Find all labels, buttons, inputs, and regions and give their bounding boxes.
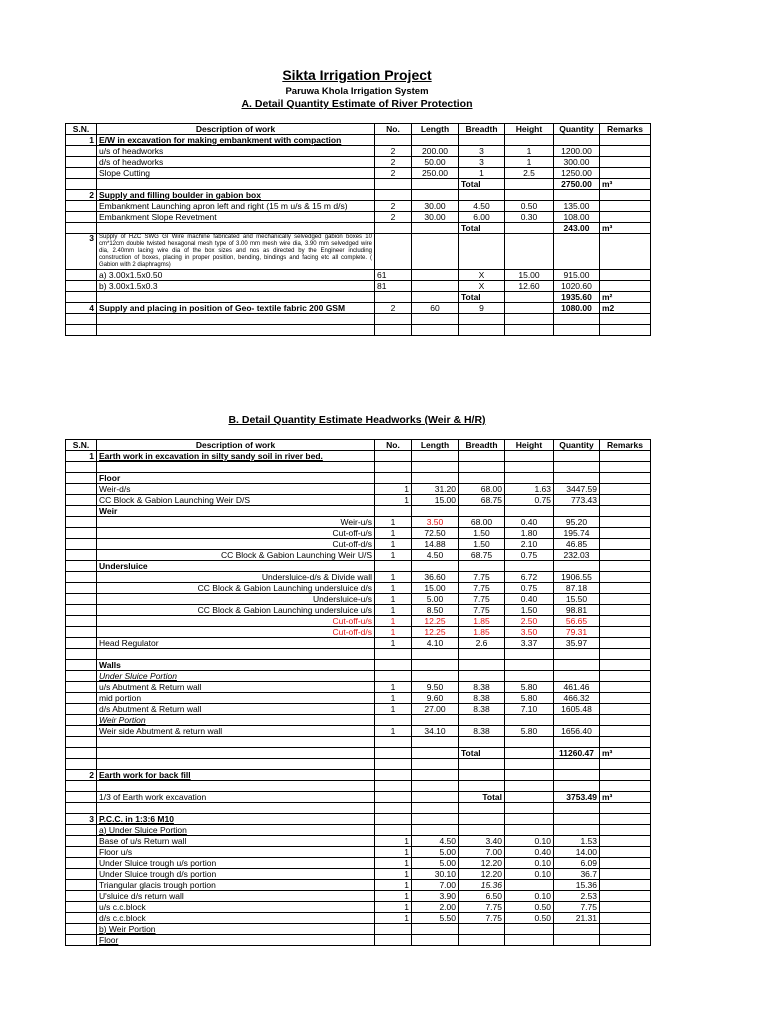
table-row: Cut-off-u/s 1 72.50 1.50 1.80 195.74 (66, 528, 651, 539)
table-row: Floor (66, 935, 651, 946)
table-row (66, 314, 651, 325)
table-row: Weir side Abutment & return wall 1 34.10 8.38 5.80 1656.40 (66, 726, 651, 737)
table-row: Weir-u/s 1 3.50 68.00 0.40 95.20 (66, 517, 651, 528)
table-row: Cut-off-d/s 1 14.88 1.50 2.10 46.85 (66, 539, 651, 550)
table-row: Weir-d/s 1 31.20 68.00 1.63 3447.59 (66, 484, 651, 495)
table-row: 2 Earth work for back fill (66, 770, 651, 781)
table-row: Walls (66, 660, 651, 671)
table-row: b) 3.00x1.5x0.3 81 X 12.60 1020.60 (66, 281, 651, 292)
table-row: Weir (66, 506, 651, 517)
table-row: Under Sluice trough u/s portion 1 5.00 12.20 0.10 6.09 (66, 858, 651, 869)
header-row: S.N. Description of work No. Length Breadth Height Quantity Remarks (66, 124, 651, 135)
table-row: d/s Abutment & Return wall 1 27.00 8.38 7.10 1605.48 (66, 704, 651, 715)
header-row: S.N. Description of work No. Length Breadth Height Quantity Remarks (66, 440, 651, 451)
table-row: Weir Portion (66, 715, 651, 726)
total-row: Total 243.00 m³ (66, 223, 651, 234)
table-row: U'sluice d/s return wall 1 3.90 6.50 0.10 2.53 (66, 891, 651, 902)
table-row: 3 Supply of HZC SWG GI Wire machine fabricated and mechanically selvedged gabion boxes 10 cm*12cm double twisted hexagonal mesh type of 3.00 mm mesh wire dia, 3.90 mm selvedged wire dia, 2.40mm lacing wire dia of the box sizes and nos as directed by the Engineer including construction of boxes, placing in proper position, bending, bindings and facing etc all complete. ( Gabion with 2 diaphragms) (66, 234, 651, 270)
table-row: Cut-off-u/s 1 12.25 1.85 2.50 56.65 (66, 616, 651, 627)
table-row: Undersluice (66, 561, 651, 572)
table-row: Undersluice-u/s 1 5.00 7.75 0.40 15.50 (66, 594, 651, 605)
section-b-title: B. Detail Quantity Estimate Headworks (Weir & H/R) (228, 414, 486, 426)
headworks-table (65, 439, 651, 946)
table-row: Slope Cutting 2 250.00 1 2.5 1250.00 (66, 168, 651, 179)
section-a-title: A. Detail Quantity Estimate of River Protection (241, 98, 473, 110)
table-row (66, 462, 651, 473)
table-row (66, 325, 651, 336)
table-row: 1 Earth work in excavation in silty sandy soil in river bed. (66, 451, 651, 462)
table-row: a) Under Sluice Portion (66, 825, 651, 836)
table-row: Floor (66, 473, 651, 484)
table-row (66, 737, 651, 748)
table-row: Triangular glacis trough portion 1 7.00 15.36 15.36 (66, 880, 651, 891)
table-row: 3 P.C.C. in 1:3:6 M10 (66, 814, 651, 825)
table-row: Embankment Slope Revetment 2 30.00 6.00 0.30 108.00 (66, 212, 651, 223)
table-row: Floor u/s 1 5.00 7.00 0.40 14.00 (66, 847, 651, 858)
table-row: CC Block & Gabion Launching Weir U/S 1 4.50 68.75 0.75 232.03 (66, 550, 651, 561)
table-row: u/s of headworks 2 200.00 3 1 1200.00 (66, 146, 651, 157)
project-title: Sikta Irrigation Project (282, 67, 432, 83)
table-row: d/s c.c.block 1 5.50 7.75 0.50 21.31 (66, 913, 651, 924)
table-row: Cut-off-d/s 1 12.25 1.85 3.50 79.31 (66, 627, 651, 638)
total-row: 1/3 of Earth work excavation Total 3753.49 m³ (66, 792, 651, 803)
table-row: Head Regulator 1 4.10 2.6 3.37 35.97 (66, 638, 651, 649)
river-protection-table (65, 123, 651, 336)
table-row: 2 Supply and filling boulder in gabion box (66, 190, 651, 201)
table-row: Undersluice-d/s & Divide wall 1 36.60 7.75 6.72 1906.55 (66, 572, 651, 583)
table-row (66, 781, 651, 792)
table-row: Base of u/s Return wall 1 4.50 3.40 0.10 1.53 (66, 836, 651, 847)
table-row: 1 E/W in excavation for making embankment with compaction (66, 135, 651, 146)
table-row: u/s c.c.block 1 2.00 7.75 0.50 7.75 (66, 902, 651, 913)
table-row (66, 649, 651, 660)
table-row: a) 3.00x1.5x0.50 61 X 15.00 915.00 (66, 270, 651, 281)
table-row: CC Block & Gabion Launching undersluice d/s 1 15.00 7.75 0.75 87.18 (66, 583, 651, 594)
table-row: 4 Supply and placing in position of Geo- textile fabric 200 GSM 2 60 9 1080.00 m2 (66, 303, 651, 314)
total-row: Total 2750.00 m³ (66, 179, 651, 190)
table-row: CC Block & Gabion Launching Weir D/S 1 15.00 68.75 0.75 773.43 (66, 495, 651, 506)
table-row: Under Sluice trough d/s portion 1 30.10 12.20 0.10 36.7 (66, 869, 651, 880)
table-row: CC Block & Gabion Launching undersluice u/s 1 8.50 7.75 1.50 98.81 (66, 605, 651, 616)
table-row: mid portion 1 9.60 8.38 5.80 466.32 (66, 693, 651, 704)
table-row: Under Sluice Portion (66, 671, 651, 682)
table-row: Embankment Launching apron left and right (15 m u/s & 15 m d/s) 2 30.00 4.50 0.50 135.00 (66, 201, 651, 212)
table-row (66, 803, 651, 814)
total-row: Total 1935.60 m² (66, 292, 651, 303)
system-subtitle: Paruwa Khola Irrigation System (285, 86, 429, 97)
table-row: u/s Abutment & Return wall 1 9.50 8.38 5.80 461.46 (66, 682, 651, 693)
table-row: b) Weir Portion (66, 924, 651, 935)
table-row: d/s of headworks 2 50.00 3 1 300.00 (66, 157, 651, 168)
total-row: Total 11260.47 m³ (66, 748, 651, 759)
table-row (66, 759, 651, 770)
